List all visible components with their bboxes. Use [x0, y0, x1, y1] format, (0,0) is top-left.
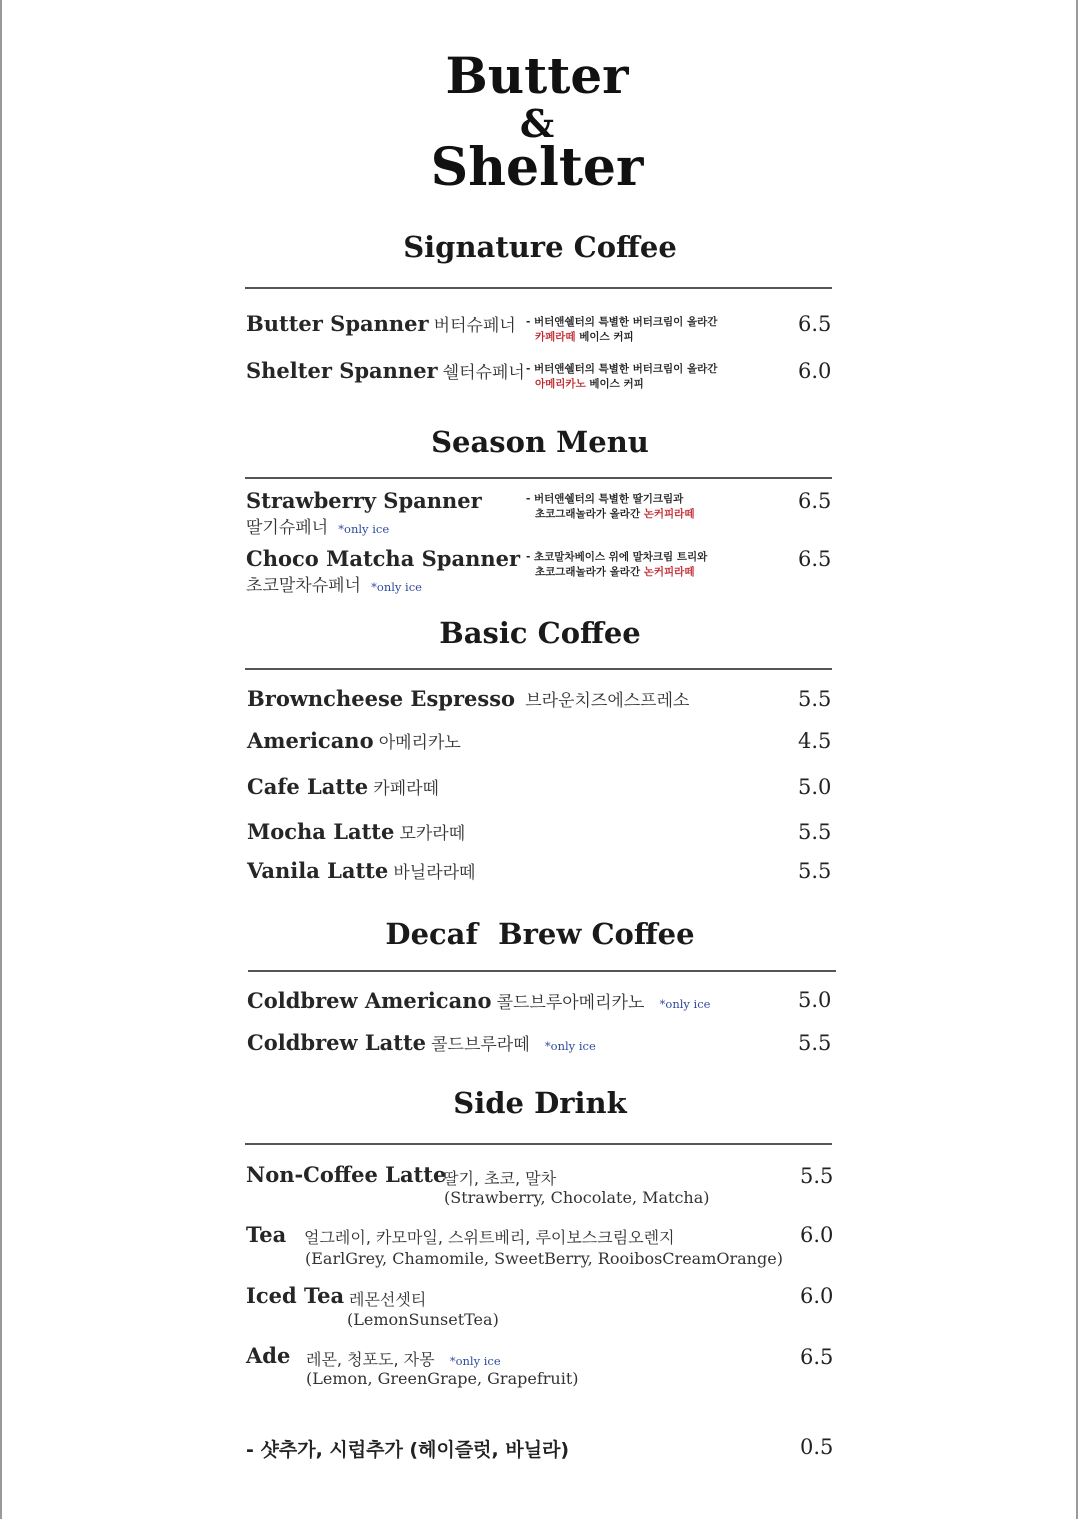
highlight-text: 논커피라떼 — [643, 508, 695, 520]
item-subtitle: (Strawberry, Chocolate, Matcha) — [444, 1188, 710, 1207]
only-ice-tag: *only ice — [659, 997, 711, 1011]
item-name-korean: 얼그레이, 카모마일, 스위트베리, 루이보스크림오렌지 — [304, 1228, 675, 1247]
item-description — [526, 315, 717, 345]
item-price: 6.5 — [800, 1345, 834, 1369]
item-name: Non-Coffee Latte — [246, 1162, 447, 1187]
highlight-text: 아메리카노 — [535, 378, 586, 390]
item-name: Strawberry Spanner — [246, 488, 482, 513]
description-line — [526, 507, 694, 522]
description-line: - 버터앤쉘터의 특별한 버터크림이 올라간 — [526, 316, 718, 328]
description-text: 초코그래놀라가 올라간 — [535, 508, 644, 520]
item-name: Mocha Latte — [247, 819, 395, 844]
description-line: - 초코말차베이스 위에 말차크림 트리와 — [526, 551, 708, 563]
item-name-korean: 딸기, 초코, 말차 — [443, 1169, 557, 1188]
item-description — [526, 550, 707, 580]
item-price: 6.5 — [798, 547, 832, 571]
item-description — [526, 492, 694, 522]
item-name: Butter Spanner — [246, 311, 429, 336]
menu-item — [247, 988, 710, 1013]
brand-ampersand: & — [519, 101, 555, 146]
menu-item — [247, 774, 439, 799]
description-text: 베이스 커피 — [585, 378, 644, 390]
item-name: Cafe Latte — [247, 774, 369, 799]
item-name-korean: 콜드브루아메리카노 — [496, 993, 645, 1013]
item-name-korean: 레몬, 청포도, 자몽 — [306, 1350, 435, 1369]
item-name: Americano — [247, 728, 374, 753]
description-line: - 버터앤쉘터의 특별한 버터크림이 올라간 — [526, 363, 718, 375]
highlight-text: 논커피라떼 — [643, 566, 695, 578]
item-name-korean: 딸기슈페너 — [246, 518, 329, 538]
menu-item — [247, 819, 465, 844]
menu-item — [247, 858, 475, 883]
brand-line-1: Butter — [445, 46, 629, 105]
item-name-row — [306, 1347, 501, 1370]
menu-item — [247, 686, 689, 711]
description-line: - 버터앤쉘터의 특별한 딸기크림과 — [526, 493, 684, 505]
item-name: Choco Matcha Spanner — [246, 546, 521, 571]
item-subtitle: (EarlGrey, Chamomile, SweetBerry, RooibosCreamOrange) — [305, 1249, 783, 1268]
item-name-korean: 콜드브루라떼 — [431, 1035, 530, 1055]
extra-options-label: - 샷추가, 시럽추가 (헤이즐럿, 바닐라) — [246, 1439, 570, 1461]
item-name: Iced Tea — [246, 1283, 345, 1308]
description-text: 베이스 커피 — [575, 331, 634, 343]
item-name-korean: 바닐라라떼 — [393, 863, 476, 883]
item-price: 5.0 — [798, 988, 832, 1012]
item-subtitle: (Lemon, GreenGrape, Grapefruit) — [306, 1369, 579, 1388]
menu-item — [246, 546, 520, 596]
description-text: 초코그래놀라가 올라간 — [535, 566, 644, 578]
item-price: 5.5 — [800, 1164, 834, 1188]
item-name: Tea — [246, 1222, 287, 1247]
item-name: Coldbrew Latte — [247, 1030, 427, 1055]
item-price: 6.5 — [798, 489, 832, 513]
highlight-text: 카페라떼 — [535, 331, 576, 343]
divider — [245, 668, 832, 670]
item-price: 6.0 — [798, 359, 832, 383]
item-price: 5.5 — [798, 1031, 832, 1055]
item-price: 5.5 — [798, 687, 832, 711]
description-line — [526, 377, 717, 392]
section-title-basic: Basic Coffee — [439, 616, 641, 650]
item-price: 6.0 — [800, 1284, 834, 1308]
item-price: 6.5 — [798, 312, 832, 336]
menu-item — [247, 728, 461, 753]
item-name: Coldbrew Americano — [247, 988, 492, 1013]
item-price: 6.0 — [800, 1223, 834, 1247]
item-name-korean: 레몬선셋티 — [349, 1290, 427, 1309]
item-price: 5.5 — [798, 859, 832, 883]
description-line — [526, 330, 717, 345]
item-description — [526, 362, 717, 392]
item-name-korean: 모카라떼 — [399, 824, 466, 844]
item-name-korean: 쉘터슈페너 — [442, 363, 525, 383]
brand-line-2: Shelter — [430, 137, 644, 198]
section-title-season: Season Menu — [431, 425, 649, 459]
item-name-korean: 아메리카노 — [378, 733, 461, 753]
item-price: 4.5 — [798, 729, 832, 753]
item-name: Ade — [246, 1343, 291, 1368]
section-title-decaf: Decaf Brew Coffee — [385, 917, 695, 951]
item-name-korean: 카페라떼 — [373, 779, 439, 799]
item-name: Vanila Latte — [247, 858, 389, 883]
menu-item — [246, 358, 525, 383]
item-subtitle: (LemonSunsetTea) — [347, 1310, 499, 1329]
divider — [248, 970, 836, 972]
extra-options-price: 0.5 — [800, 1435, 834, 1459]
only-ice-tag: *only ice — [338, 522, 390, 536]
item-name: Shelter Spanner — [246, 358, 438, 383]
divider — [245, 1143, 832, 1145]
menu-item — [246, 311, 516, 336]
description-line — [526, 565, 707, 580]
only-ice-tag: *only ice — [371, 580, 422, 594]
item-name: Browncheese Espresso — [247, 686, 516, 711]
item-price: 5.5 — [798, 820, 832, 844]
item-name-korean: 버터슈페너 — [433, 316, 516, 336]
item-price: 5.0 — [798, 775, 832, 799]
divider — [245, 287, 832, 289]
section-title-side: Side Drink — [453, 1086, 627, 1120]
menu-item — [246, 488, 482, 538]
section-title-signature: Signature Coffee — [403, 230, 677, 264]
menu-item — [247, 1030, 596, 1055]
item-name-korean: 브라운치즈에스프레소 — [525, 691, 690, 711]
only-ice-tag: *only ice — [544, 1039, 596, 1053]
item-name-korean: 초코말차슈페너 — [246, 576, 361, 596]
divider — [245, 477, 832, 479]
only-ice-tag: *only ice — [449, 1354, 501, 1368]
